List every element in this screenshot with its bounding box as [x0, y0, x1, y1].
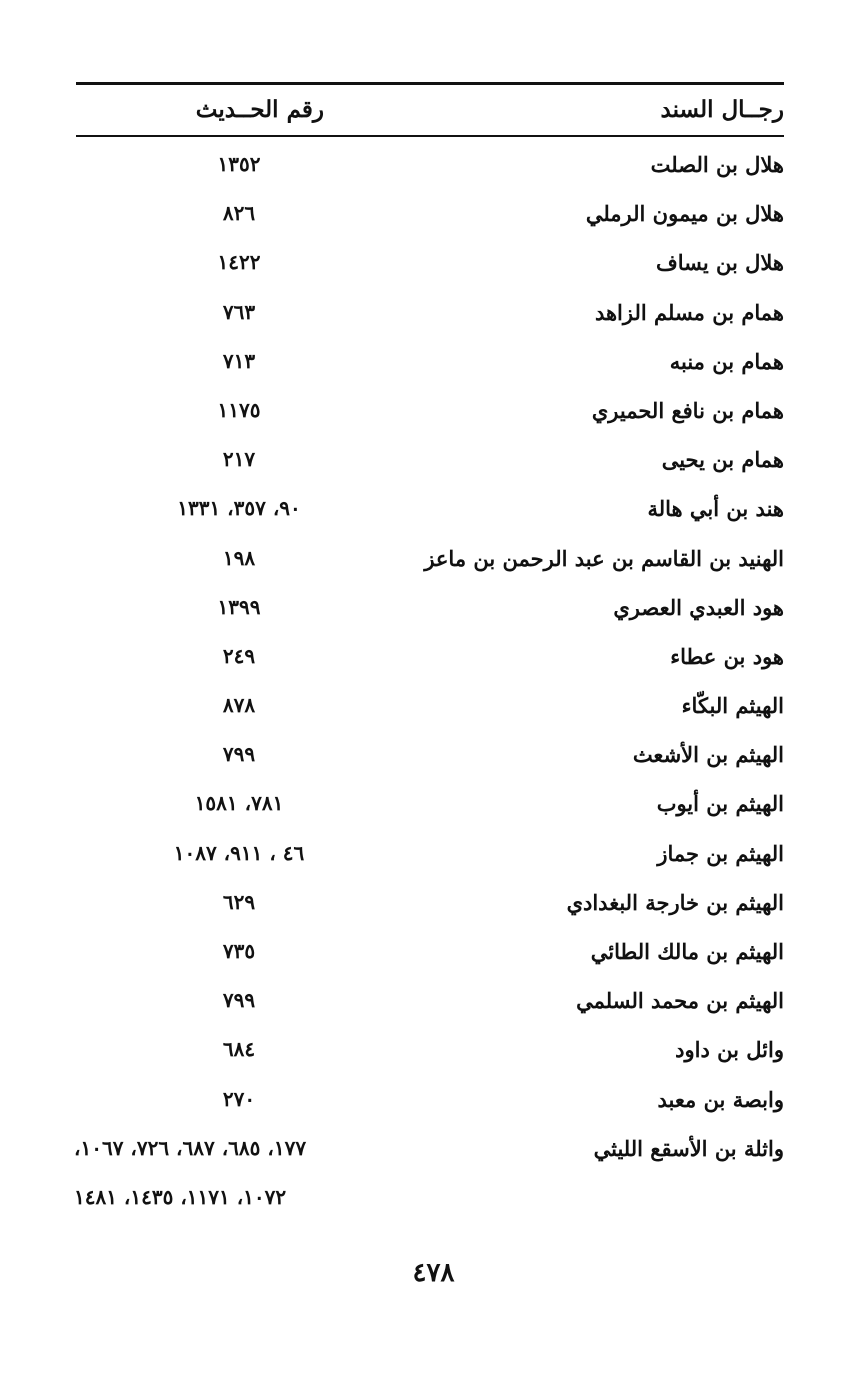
table-row	[76, 730, 784, 779]
table-row	[76, 878, 784, 927]
header-bottom-rule	[76, 135, 784, 137]
hadith-numbers: ١٤٢٢	[217, 250, 261, 275]
table-row	[76, 976, 784, 1025]
narrator-name: الهيثم بن جماز	[657, 840, 784, 866]
narrator-name: الهيثم بن خارجة البغدادي	[566, 889, 784, 915]
hadith-numbers: ٧٦٣	[222, 299, 256, 324]
hadith-numbers: ٨٧٨	[222, 693, 256, 718]
hadith-numbers: ٨٢٦	[222, 201, 256, 226]
table-row	[76, 386, 784, 435]
narrator-name: همام بن منبه	[669, 348, 784, 374]
table-row	[76, 337, 784, 386]
index-table	[76, 140, 784, 1222]
hadith-numbers	[74, 1124, 404, 1222]
hadith-numbers: ٩٠، ٣٥٧، ١٣٣١	[177, 496, 301, 521]
table-row	[76, 484, 784, 533]
table-row	[76, 534, 784, 583]
narrator-name: واثلة بن الأسقع الليثي	[593, 1135, 784, 1161]
narrator-name: هلال بن ميمون الرملي	[585, 201, 784, 227]
table-row	[76, 583, 784, 632]
narrator-name: هلال بن الصلت	[650, 152, 784, 177]
table-row	[76, 435, 784, 484]
narrator-name: وائل بن داود	[675, 1037, 784, 1063]
narrator-name: الهيثم بن الأشعث	[632, 742, 784, 768]
hadith-numbers: ٧٩٩	[222, 988, 256, 1013]
hadith-numbers: ٧٩٩	[222, 742, 256, 767]
narrator-name: هود بن عطاء	[670, 643, 784, 669]
hadith-numbers: ٦٢٩	[222, 889, 256, 914]
page-number: ٤٧٨	[412, 1258, 455, 1288]
hadith-numbers: ٢٤٩	[222, 643, 256, 668]
narrator-name: الهيثم بن مالك الطائي	[590, 939, 784, 964]
hadith-numbers: ١٣٥٢	[217, 152, 261, 176]
hadith-numbers: ٦٨٤	[222, 1037, 256, 1062]
narrators-column-header: رجــال السند	[660, 96, 784, 123]
narrator-name: همام بن يحيى	[661, 447, 784, 473]
table-row	[76, 288, 784, 337]
header-top-rule	[76, 82, 784, 85]
hadith-numbers: ١١٧٥	[217, 397, 261, 422]
table-header	[76, 88, 784, 132]
table-row	[76, 1025, 784, 1074]
table-row	[76, 189, 784, 238]
hadith-numbers: ١٩٨	[222, 545, 256, 570]
table-row	[76, 632, 784, 681]
hadith-number-column-header: رقم الحــديث	[195, 96, 324, 123]
narrator-name: هلال بن يساف	[655, 250, 784, 276]
narrator-name: الهيثم بن محمد السلمي	[576, 988, 784, 1014]
table-row	[76, 238, 784, 287]
narrator-name: وابصة بن معبد	[657, 1086, 784, 1112]
narrator-name: هند بن أبي هالة	[647, 496, 784, 522]
table-row	[76, 1075, 784, 1124]
hadith-numbers-line: ١٧٧، ٦٨٥، ٦٨٧، ٧٢٦، ١٠٦٧،	[74, 1135, 307, 1160]
table-row	[76, 779, 784, 828]
hadith-numbers: ١٣٩٩	[217, 594, 261, 619]
table-row	[76, 681, 784, 730]
hadith-numbers-line: ١٠٧٢، ١١٧١، ١٤٣٥، ١٤٨١	[74, 1184, 287, 1209]
hadith-numbers: ٢٧٠	[222, 1086, 256, 1111]
hadith-numbers: ٤٦ ، ٩١١، ١٠٨٧	[173, 840, 305, 865]
narrator-name: الهيثم بن أيوب	[656, 791, 784, 817]
table-row	[76, 927, 784, 976]
table-row	[76, 829, 784, 878]
narrator-name: الهيثم البكّاء	[681, 693, 784, 719]
table-row	[76, 140, 784, 189]
narrator-name: همام بن مسلم الزاهد	[594, 299, 784, 325]
hadith-numbers: ٧١٣	[222, 348, 256, 373]
hadith-numbers: ٢١٧	[222, 447, 256, 472]
narrator-name: همام بن نافع الحميري	[591, 397, 784, 423]
narrator-name: هود العبدي العصري	[613, 594, 784, 620]
narrator-name: الهنيد بن القاسم بن عبد الرحمن بن ماعز	[424, 545, 784, 571]
table-row	[76, 1124, 784, 1222]
hadith-numbers: ٧٣٥	[222, 939, 256, 963]
hadith-numbers: ٧٨١، ١٥٨١	[194, 791, 284, 816]
